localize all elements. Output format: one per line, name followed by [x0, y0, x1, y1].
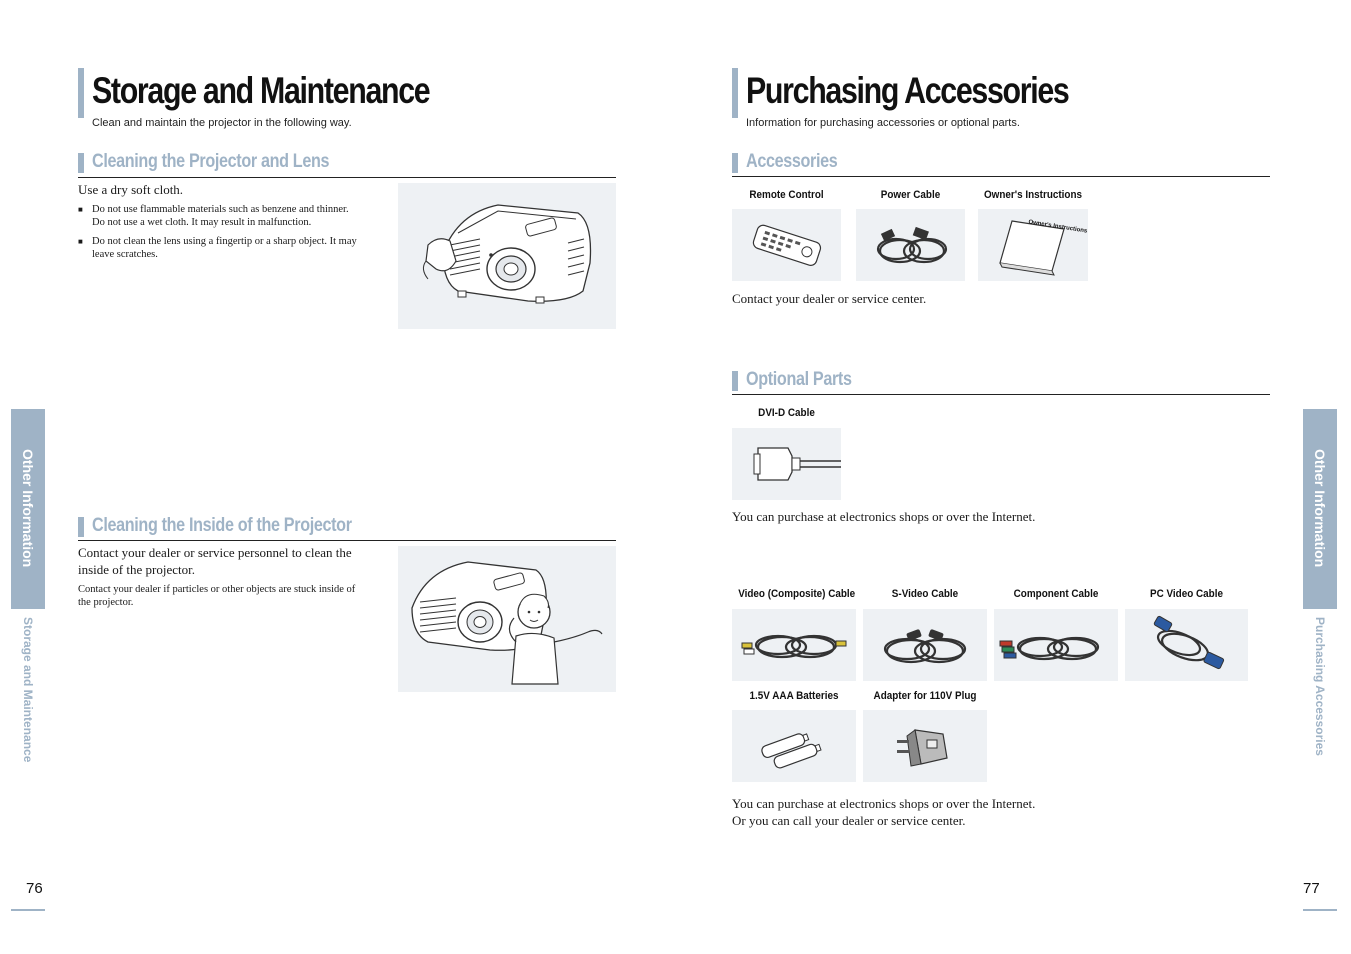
component-cable-image	[994, 609, 1118, 681]
optional-label-composite: Video (Composite) Cable	[738, 588, 856, 600]
composite-cable-image	[732, 609, 856, 681]
side-tab-other-information	[1303, 409, 1337, 609]
page-title: Storage and Maintenance	[92, 70, 430, 111]
section-accent-bar	[732, 153, 738, 173]
remote-control-image	[732, 209, 841, 281]
inside-note: Contact your dealer if particles or other objects are stuck inside of the projector.	[78, 584, 356, 608]
cleaning-bullet-list	[78, 204, 363, 268]
page-subtitle: Clean and maintain the projector in the following way.	[92, 117, 352, 129]
dvi-cable-image	[732, 428, 841, 500]
section-accent-bar	[78, 517, 84, 537]
plug-adapter-image	[863, 710, 987, 782]
section-accent-bar	[732, 371, 738, 391]
section-rule	[732, 176, 1270, 177]
accessory-label-owners-instructions: Owner's Instructions	[983, 189, 1083, 201]
section-accent-bar	[78, 153, 84, 173]
section-title-optional-parts: Optional Parts	[746, 369, 852, 390]
side-tab-label: Other Information	[20, 449, 36, 568]
section-title-cleaning-inside: Cleaning the Inside of the Projector	[92, 515, 352, 536]
svideo-cable-image	[863, 609, 987, 681]
purchase-note-line2: Or you can call your dealer or service center.	[732, 813, 966, 828]
section-title-cleaning-lens: Cleaning the Projector and Lens	[92, 151, 330, 172]
section-rule	[78, 177, 616, 178]
inside-intro: Contact your dealer or service personnel to clean the inside of the projector.	[78, 545, 352, 577]
section-rule	[732, 394, 1270, 395]
manual-cover-title: Owner's Instructions	[1027, 219, 1088, 235]
accessories-note: Contact your dealer or service center.	[732, 291, 927, 306]
owners-instructions-image	[978, 209, 1088, 281]
pc-video-cable-image	[1125, 609, 1248, 681]
page-number: 77	[1303, 880, 1320, 897]
page-subtitle: Information for purchasing accessories or optional parts.	[746, 117, 1020, 129]
bullet-item: ■ Do not clean the lens using a fingertip or a sharp object. It may leave scratches.	[78, 236, 363, 261]
page-number-rule	[1303, 909, 1337, 911]
optional-label-dvi: DVI-D Cable	[758, 407, 815, 419]
title-accent-bar	[78, 68, 84, 118]
bullet-item: ■ Do not use flammable materials such as benzene and thinner. Do not use a wet cloth. It may result in malfunction.	[78, 204, 363, 229]
side-tab-label: Other Information	[1312, 449, 1328, 568]
side-tab-sublabel: Storage and Maintenance	[21, 617, 35, 763]
optional-label-component: Component Cable	[1013, 588, 1099, 600]
projector-service-illustration	[398, 546, 616, 692]
projector-cleaning-illustration	[398, 183, 616, 329]
page-number-rule	[11, 909, 45, 911]
section-title-accessories: Accessories	[746, 151, 838, 172]
page-number: 76	[26, 880, 43, 897]
optional-label-adapter: Adapter for 110V Plug	[873, 690, 977, 702]
cleaning-intro: Use a dry soft cloth.	[78, 182, 184, 197]
accessory-label-power-cable: Power Cable	[880, 189, 941, 201]
purchase-note-line1: You can purchase at electronics shops or over the Internet.	[732, 796, 1036, 811]
optional-label-batteries: 1.5V AAA Batteries	[749, 690, 839, 702]
optional-label-pc-video: PC Video Cable	[1149, 588, 1223, 600]
page-title: Purchasing Accessories	[746, 70, 1069, 111]
side-tab-sub-wrapper	[1303, 617, 1337, 777]
side-tab-sub-wrapper	[11, 617, 45, 777]
optional-parts-note: You can purchase at electronics shops or over the Internet.	[732, 509, 1036, 524]
side-tab-other-information	[11, 409, 45, 609]
title-accent-bar	[732, 68, 738, 118]
power-cable-image	[856, 209, 965, 281]
batteries-image	[732, 710, 856, 782]
optional-label-svideo: S-Video Cable	[891, 588, 959, 600]
accessory-label-remote: Remote Control	[749, 189, 824, 201]
side-tab-sublabel: Purchasing Accessories	[1313, 617, 1327, 756]
section-rule	[78, 540, 616, 541]
